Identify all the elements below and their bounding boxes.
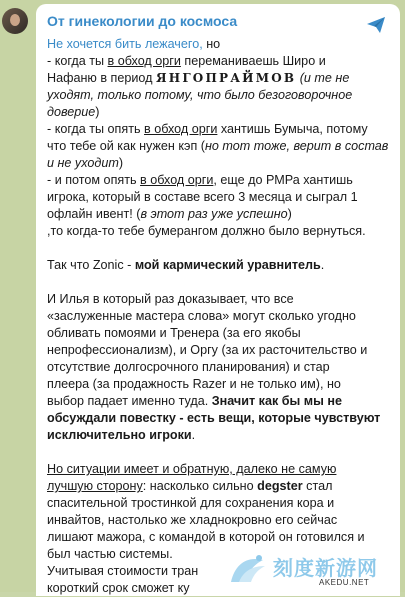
message-text-span: Но ситуации имеет и обратную, далеко не самую [47, 462, 337, 476]
message-text-span: в обход орги [107, 54, 181, 68]
message-bubble [36, 4, 400, 596]
message-text-span: офлайн ивент! ( [47, 207, 141, 221]
message-line [47, 529, 392, 546]
message-line [47, 325, 392, 342]
message-text-span: ) [118, 156, 124, 170]
message-text-span: - когда ты опять [47, 122, 145, 136]
message-line [47, 410, 392, 427]
message-text-span: доверие [47, 105, 96, 119]
message-line [47, 342, 392, 359]
message-text-span: . [320, 258, 325, 272]
message-text-span: Значит как бы мы не [211, 394, 342, 408]
message-line [47, 495, 392, 512]
message-line [47, 512, 392, 529]
message-line [47, 223, 392, 240]
message-line [47, 87, 392, 104]
message-text-span: инвайтов, настолько же хладнокровно его сейчас [47, 513, 338, 527]
message-line [47, 427, 392, 444]
message-text-span: Так что Zonic - [47, 258, 135, 272]
watermark-text: 刻度新游网 [273, 556, 378, 580]
message-text-span: лучшую сторону [47, 479, 143, 493]
message-line [47, 291, 392, 308]
message-text-span: мой кармический уравнитель [134, 258, 321, 272]
message-text-span: плеера (за продажность Razer и не только им), но [47, 377, 341, 391]
message-text-span: отсутствие долгосрочного планирования) и стар [47, 360, 330, 374]
message-line [47, 461, 392, 478]
message-text-span: И Илья в который раз доказывает, что все [47, 292, 294, 306]
message-text-span: - и потом опять [47, 173, 141, 187]
message-line [47, 393, 392, 410]
message-line [47, 359, 392, 376]
message-text-span: хантишь Бумыча, потому [217, 122, 368, 136]
message-text-span: (и те не [296, 71, 350, 85]
message-line [47, 155, 392, 172]
message-text-span: был частью системы. [47, 547, 173, 561]
share-arrow-icon[interactable] [366, 16, 386, 34]
message-line [47, 206, 392, 223]
message-text-span: «заслуженные мастера слова» могут сколько угодно [47, 309, 356, 323]
message-text-span: Учитывая стоимости тран [47, 564, 199, 578]
message-text-span: - когда ты [47, 54, 108, 68]
message-text-span: , еще до РМРа хантишь [213, 173, 353, 187]
message-text [47, 36, 392, 597]
message-line [47, 172, 392, 189]
message-line [47, 376, 392, 393]
watermark-subtext: AKEDU.NET [319, 578, 370, 587]
watermark-logo-icon [225, 552, 269, 588]
message-text-span: лишают мажора, с командой в которой он готовился и [47, 530, 365, 544]
message-text-span: Не хочется бить лежачего, [47, 37, 203, 51]
message-text-span: ) [95, 105, 100, 119]
message-text-span: но тот тоже, верит в состав [204, 139, 389, 153]
message-text-span: в этот раз уже успешно [140, 207, 288, 221]
paragraph-gap [47, 274, 392, 291]
message-text-span: Нафаню в период [47, 71, 156, 85]
message-text-span: и не уходит [47, 156, 119, 170]
message-text-span: что тебе ой как нужен кэп ( [47, 139, 205, 153]
message-line [47, 53, 392, 70]
message-line [47, 138, 392, 155]
message-line [47, 104, 392, 121]
message-text-span: : насколько сильно [142, 479, 258, 493]
message-text-span: ,то когда-то тебе бумерангом должно было вернуться. [47, 224, 366, 238]
channel-title[interactable]: От гинекологии до космоса [47, 13, 238, 29]
message-text-span: игрока, который в составе всего 3 месяца и сыграл 1 [47, 190, 358, 204]
message-text-span: исключительно игроки [47, 428, 192, 442]
message-text-span: обливать помоями и Тренера (за его якобы [47, 326, 301, 340]
message-line [47, 70, 392, 87]
message-text-span: но [202, 37, 221, 51]
message-text-span: degster [257, 479, 303, 493]
message-text-span: ЯНГОПРАЙМОВ [156, 71, 297, 85]
message-text-span: обсуждали повестку - есть вещи, которые чувствуют [47, 411, 381, 425]
message-text-span: стал [302, 479, 333, 493]
watermark [225, 550, 405, 592]
message-text-span: ) [287, 207, 292, 221]
message-text-span: спасительной тростинкой для сохранения кора и [47, 496, 335, 510]
message-line [47, 257, 392, 274]
message-text-span: короткий срок сможет ку [47, 581, 190, 595]
message-text-span: в обход орги [140, 173, 214, 187]
message-text-span: переманиваешь Широ и [180, 54, 326, 68]
message-text-span: непрофессионализм), и Оргу (за их расточительство и [47, 343, 368, 357]
paragraph-gap [47, 444, 392, 461]
message-text-span: . [191, 428, 196, 442]
message-text-span: выбор падает именно туда. [47, 394, 212, 408]
message-text-span: в обход орги [144, 122, 218, 136]
avatar-face [10, 14, 20, 26]
channel-avatar[interactable] [2, 8, 28, 34]
message-line [47, 36, 392, 53]
message-line [47, 478, 392, 495]
message-line [47, 189, 392, 206]
paragraph-gap [47, 240, 392, 257]
message-line [47, 308, 392, 325]
message-line [47, 121, 392, 138]
message-text-span: уходят, только потому, что было безоговорочное [47, 88, 353, 102]
